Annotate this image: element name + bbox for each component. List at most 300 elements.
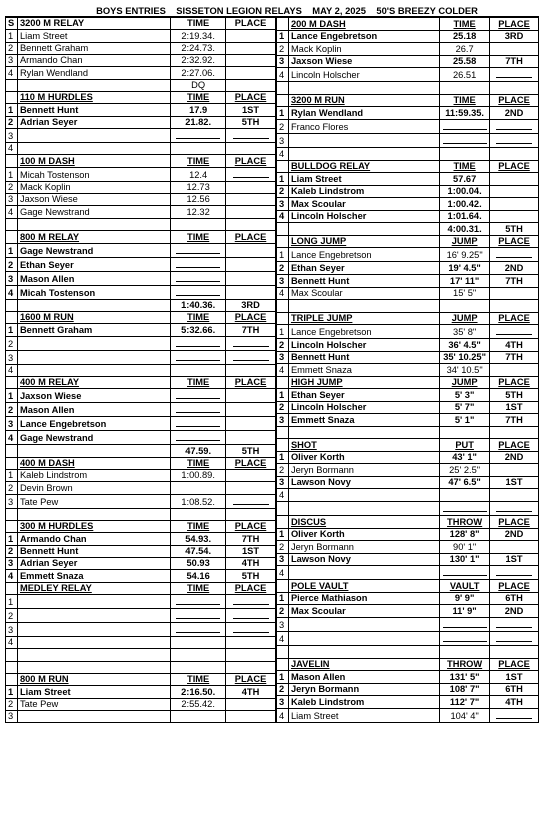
entry-row [6, 324, 276, 336]
entry-number [276, 30, 288, 43]
entry-number-text: 2 [278, 402, 285, 413]
entry-number-text: 2 [8, 182, 14, 193]
mark-value [440, 173, 490, 186]
place-value [490, 464, 539, 477]
event-header-row [6, 520, 276, 532]
entry-number [276, 68, 288, 82]
place-value-text: 4TH [505, 339, 523, 350]
entry-row [276, 426, 538, 439]
entry-number [276, 275, 288, 288]
place-value-text: 2ND [504, 263, 524, 273]
athlete-name [17, 143, 170, 155]
athlete-name [288, 617, 439, 631]
mark-value [440, 210, 490, 223]
entry-row [6, 649, 276, 661]
athlete-name-text: Gage Newstrand [19, 245, 94, 256]
place-value-text: 1ST [505, 554, 523, 565]
athlete-name [17, 533, 170, 545]
entry-number-text: 2 [278, 186, 285, 197]
place-value-text: 3RD [241, 299, 260, 310]
mark-value-text: 112' 7" [449, 696, 480, 707]
entry-number-text: 1 [278, 389, 285, 400]
entry-number [6, 104, 18, 116]
entry-row [276, 708, 538, 723]
athlete-name-text: Lincoln Holscher [290, 70, 360, 81]
entry-row [276, 148, 538, 161]
place-value [226, 116, 276, 128]
time-header-text: VAULT [449, 580, 480, 591]
place-value [226, 649, 276, 661]
entry-number [276, 133, 288, 147]
event-title-text: BULLDOG RELAY [290, 161, 371, 172]
place-value [226, 533, 276, 545]
entry-number-text: 3 [278, 554, 285, 565]
event-title [288, 658, 439, 671]
entry-number-text: 2 [278, 541, 285, 552]
athlete-name-text: Max Scoular [290, 605, 346, 616]
entry-number [6, 311, 18, 323]
athlete-name-text: Bennett Graham [19, 324, 93, 335]
entry-row [6, 595, 276, 609]
entry-number-text: 4 [278, 211, 285, 222]
entry-row [6, 431, 276, 445]
entry-number-text: 2 [278, 263, 285, 273]
blank-line [233, 495, 269, 505]
athlete-name [288, 605, 439, 618]
entry-number-text: 3 [8, 273, 14, 284]
place-value [490, 119, 539, 133]
place-header [490, 580, 539, 593]
mark-value [171, 445, 226, 457]
athlete-name-text: Oliver Korth [290, 529, 345, 540]
athlete-name [17, 79, 170, 91]
entry-number-text: 3 [8, 625, 14, 635]
entry-row [6, 403, 276, 417]
event-title [17, 376, 170, 388]
mark-value-text: 50.93 [186, 558, 210, 569]
blank-line [443, 502, 487, 512]
entry-number-text: 3 [278, 414, 285, 425]
athlete-name [288, 68, 439, 82]
mark-value-text: 1:40.36. [181, 299, 216, 310]
entry-row [276, 173, 538, 186]
place-value [490, 671, 539, 684]
entry-number-text: 2 [8, 545, 14, 556]
mark-value [440, 30, 490, 43]
entry-number-text: 3 [8, 194, 14, 205]
mark-value [440, 501, 490, 515]
entry-number-text: 1 [278, 327, 285, 338]
mark-value [440, 553, 490, 566]
mark-value-text: 1:00.89. [181, 470, 215, 481]
athlete-name [17, 42, 170, 54]
athlete-name-text: Kaleb Lindstrom [290, 696, 365, 707]
athlete-name [17, 324, 170, 336]
place-value [490, 262, 539, 275]
mark-value [440, 389, 490, 402]
place-header-text: PLACE [234, 92, 267, 103]
mark-value-text: 1:08.52. [181, 496, 215, 507]
place-value [226, 637, 276, 649]
mark-value [440, 351, 490, 364]
entry-row [6, 557, 276, 569]
entry-number [276, 223, 288, 236]
entry-number-text: 1 [278, 593, 285, 604]
time-header-text: TIME [187, 583, 210, 593]
entry-row [6, 661, 276, 673]
mark-value [440, 414, 490, 427]
mark-value-text: 12.56 [186, 194, 210, 205]
mark-value-text: 1:00.04. [447, 186, 482, 197]
entry-number-text: 3 [278, 477, 285, 488]
entry-number-text: 3 [278, 696, 285, 707]
athlete-name [288, 401, 439, 414]
blank-line [233, 351, 269, 361]
entry-number [276, 312, 288, 325]
place-header-text: PLACE [234, 457, 267, 468]
athlete-name [17, 389, 170, 403]
blank-line [233, 623, 269, 633]
entry-number-text: 1 [8, 686, 14, 697]
mark-value-text: 47.54. [185, 545, 212, 556]
entry-number [6, 376, 18, 388]
entry-number-text: 3 [278, 198, 285, 209]
mark-value-text: 5:32.66. [181, 324, 216, 335]
blank-line [176, 431, 220, 441]
mark-value-text: 25.18 [452, 31, 477, 42]
event-title [17, 92, 170, 104]
entry-row [276, 248, 538, 262]
place-header-text: PLACE [234, 377, 267, 388]
blank-line [176, 389, 220, 399]
entry-row [6, 55, 276, 67]
place-value-text: 3RD [504, 31, 524, 42]
athlete-name [288, 553, 439, 566]
event-title-text: 3200 M RUN [290, 95, 345, 106]
entry-number [276, 376, 288, 389]
entry-number [276, 287, 288, 300]
athlete-name-text: Adrian Seyer [19, 558, 78, 569]
entry-number-text: 2 [8, 405, 14, 416]
athlete-name [288, 476, 439, 489]
entry-number [6, 167, 18, 181]
entry-number [6, 336, 18, 350]
mark-value [171, 557, 226, 569]
place-value [490, 401, 539, 414]
entry-number [6, 698, 18, 710]
entry-number [6, 18, 18, 30]
time-header-text: TIME [187, 674, 210, 685]
athlete-name [17, 206, 170, 218]
mark-value-text: 34' 10.5" [446, 364, 483, 375]
entry-number [6, 324, 18, 336]
time-header [440, 376, 490, 389]
athlete-name-text: Max Scoular [290, 198, 346, 209]
place-header-text: PLACE [234, 312, 267, 323]
place-value-text: 7TH [505, 275, 523, 286]
place-value [226, 243, 276, 257]
place-header-text: PLACE [498, 659, 530, 670]
entry-number [276, 55, 288, 68]
entry-number [6, 711, 18, 723]
time-header [171, 311, 226, 323]
place-value [226, 167, 276, 181]
athlete-name-text: Emmett Snaza [290, 414, 355, 425]
athlete-name-text: Max Scoular [290, 288, 343, 299]
entry-row [276, 617, 538, 631]
mark-value [440, 82, 490, 95]
blank-line [176, 129, 220, 139]
mark-value-text: 54.16 [186, 570, 210, 581]
place-value [490, 339, 539, 352]
mark-value [171, 336, 226, 350]
mark-value [440, 683, 490, 696]
athlete-name-text: Ethan Seyer [290, 389, 345, 400]
mark-value-text: 26.7 [455, 43, 474, 54]
place-value [226, 417, 276, 431]
entry-number-text: 3 [8, 496, 14, 507]
athlete-name-text: Tate Pew [19, 496, 59, 507]
athlete-name-text: Lawson Novy [290, 554, 351, 565]
entry-number [6, 623, 18, 637]
entry-number [276, 541, 288, 554]
entry-number-text: 4 [278, 568, 285, 579]
entry-number [6, 155, 18, 167]
athlete-name [17, 595, 170, 609]
entry-row [276, 646, 538, 659]
athlete-name [288, 566, 439, 580]
athlete-name [288, 364, 439, 377]
athlete-name-text: Mack Koplin [19, 182, 71, 193]
mark-value-text: DQ [191, 80, 206, 91]
entry-row [276, 364, 538, 377]
place-value [226, 431, 276, 445]
entry-number [6, 494, 18, 508]
entry-row [6, 545, 276, 557]
mark-value-text: 131' 5" [449, 671, 480, 682]
athlete-name-text: Lincoln Holscher [290, 211, 367, 222]
entry-number [276, 696, 288, 709]
athlete-name-text: Mack Koplin [290, 43, 342, 54]
entry-number-text: 2 [8, 611, 14, 621]
athlete-name [288, 300, 439, 313]
place-header-text: PLACE [234, 155, 267, 166]
entry-number [6, 570, 18, 582]
place-header [226, 18, 276, 30]
athlete-name [17, 469, 170, 481]
blank-line [496, 632, 532, 642]
athlete-name-text: Jeryn Bormann [290, 684, 360, 695]
entry-row [6, 42, 276, 54]
athlete-name-text: Micah Tostenson [19, 287, 96, 298]
place-value-text: 2ND [504, 107, 524, 118]
entry-row [276, 696, 538, 709]
athlete-name [17, 557, 170, 569]
mark-value-text: 90' 1" [453, 541, 477, 552]
event-title [288, 160, 439, 173]
time-header [171, 582, 226, 594]
blank-line [496, 502, 532, 512]
entry-row [276, 476, 538, 489]
entry-number [276, 262, 288, 275]
place-header-text: PLACE [498, 580, 530, 591]
mark-value [171, 623, 226, 637]
mark-value [440, 451, 490, 464]
place-value [226, 104, 276, 116]
mark-value [440, 223, 490, 236]
athlete-name [288, 55, 439, 68]
place-header [226, 231, 276, 243]
athlete-name [288, 30, 439, 43]
athlete-name-text: Gage Newstrand [19, 433, 94, 444]
athlete-name-text: Adrian Seyer [19, 117, 78, 128]
time-header-text: PUT [455, 439, 474, 450]
place-header-text: PLACE [498, 313, 530, 324]
entry-number [6, 129, 18, 143]
entry-row [6, 698, 276, 710]
event-title-text: 400 M RELAY [19, 377, 80, 388]
athlete-name [17, 494, 170, 508]
entry-number [276, 235, 288, 248]
mark-value-text: 35' 8" [453, 327, 477, 338]
place-value [226, 711, 276, 723]
athlete-name-text: Liam Street [290, 173, 342, 184]
mark-value [171, 324, 226, 336]
time-header [171, 376, 226, 388]
time-header [171, 520, 226, 532]
event-header-row [6, 92, 276, 104]
entry-number-text: 4 [8, 570, 14, 581]
entry-row [6, 167, 276, 181]
mark-value [171, 533, 226, 545]
mark-value [171, 431, 226, 445]
event-title-text: HIGH JUMP [290, 377, 343, 388]
athlete-name [17, 417, 170, 431]
entry-number-text: 2 [8, 482, 14, 493]
place-value [490, 287, 539, 300]
place-value [226, 698, 276, 710]
place-value [226, 181, 276, 193]
entry-row [6, 194, 276, 206]
athlete-name [17, 570, 170, 582]
mark-value [440, 617, 490, 631]
place-value [490, 553, 539, 566]
place-value [226, 364, 276, 376]
athlete-name-text: Lance Engebretson [19, 419, 107, 430]
place-value [226, 271, 276, 285]
time-header [440, 312, 490, 325]
entry-number [6, 30, 18, 42]
mark-value-text: 35' 10.25" [443, 352, 487, 363]
event-header-row [276, 376, 538, 389]
place-value [490, 43, 539, 56]
athlete-name [288, 210, 439, 223]
blank-line [176, 609, 220, 619]
mark-value [440, 476, 490, 489]
entry-row [6, 445, 276, 457]
entry-number-text: 1 [8, 597, 14, 607]
event-title-text: 110 M HURDLES [19, 92, 93, 103]
mark-value-text: 5' 3" [454, 389, 475, 400]
place-value-text: 5TH [241, 570, 260, 581]
place-value [226, 285, 276, 299]
athlete-name [288, 541, 439, 554]
place-value [226, 299, 276, 311]
entry-row [276, 632, 538, 646]
entry-row [276, 683, 538, 696]
event-title [17, 520, 170, 532]
entry-row [6, 336, 276, 350]
entry-number-text: 2 [278, 339, 285, 350]
blank-line [176, 417, 220, 427]
athlete-name [288, 351, 439, 364]
time-header [440, 160, 490, 173]
place-value [490, 696, 539, 709]
place-value-text: 2ND [504, 452, 524, 463]
entry-number [6, 417, 18, 431]
entry-number [6, 661, 18, 673]
place-header-text: PLACE [498, 236, 530, 247]
entry-number [276, 325, 288, 339]
entry-row [6, 350, 276, 364]
mark-value [440, 198, 490, 211]
place-value [226, 545, 276, 557]
mark-value-text: 128' 8" [449, 529, 480, 540]
entry-row [276, 300, 538, 313]
event-title [288, 376, 439, 389]
athlete-name [288, 451, 439, 464]
athlete-name-text: Jeryn Bormann [290, 541, 354, 552]
mark-value-text: 17' 11" [449, 275, 480, 286]
entry-number [6, 181, 18, 193]
place-value [490, 389, 539, 402]
mark-value [171, 116, 226, 128]
mark-value-text: 1:00.42. [447, 198, 482, 209]
entry-number-text: 4 [8, 287, 14, 298]
athlete-name [288, 489, 439, 502]
mark-value [171, 129, 226, 143]
place-header [490, 235, 539, 248]
place-value [226, 482, 276, 494]
entry-row [6, 116, 276, 128]
place-value [226, 194, 276, 206]
entry-number-text: 2 [8, 117, 14, 128]
athlete-name [17, 271, 170, 285]
mark-value [171, 417, 226, 431]
entry-row [6, 623, 276, 637]
athlete-name [17, 609, 170, 623]
mark-value [440, 68, 490, 82]
mark-value [171, 243, 226, 257]
mark-value-text: 2:32.92. [181, 55, 215, 66]
athlete-name [17, 545, 170, 557]
time-header [171, 18, 226, 30]
blank-line [176, 258, 220, 268]
place-header [226, 376, 276, 388]
mark-value-text: 47.59. [185, 445, 212, 456]
place-value [226, 324, 276, 336]
athlete-name [288, 696, 439, 709]
entry-row [276, 68, 538, 82]
mark-value [171, 494, 226, 508]
event-header-row [276, 18, 538, 31]
mark-value [440, 566, 490, 580]
blank-line [496, 248, 532, 258]
mark-value [171, 206, 226, 218]
mark-value [171, 299, 226, 311]
time-header-text: TIME [187, 231, 210, 242]
place-value-text: 1ST [242, 545, 260, 556]
